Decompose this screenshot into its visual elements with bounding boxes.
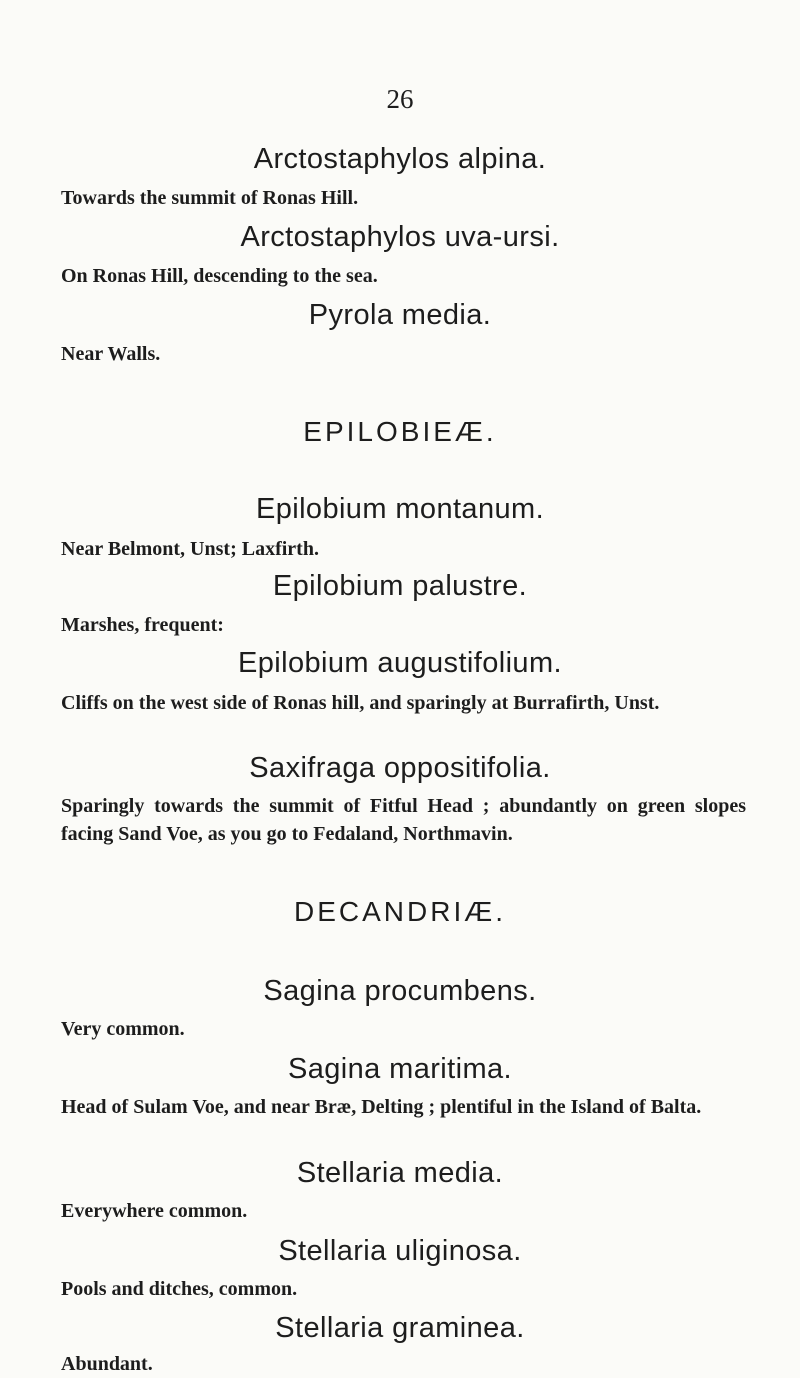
species-name: Epilobium montanum.	[255, 493, 545, 525]
species-note: Marshes, frequent:	[61, 614, 224, 636]
species-name: Sagina maritima.	[288, 1053, 512, 1085]
species-note: Abundant.	[61, 1353, 153, 1375]
species-name: Sagina procumbens.	[263, 975, 537, 1007]
species-name: Pyrola media.	[308, 299, 492, 331]
species-note: Sparingly towards the summit of Fitful Head ; abundantly on green slopes facing Sand Voe, as you go to Fedaland, Northmavin.	[61, 795, 746, 845]
species-note: On Ronas Hill, descending to the sea.	[61, 265, 378, 287]
section-heading-epilobieae: EPILOBIEÆ.	[303, 416, 497, 447]
species-name: Epilobium augustifolium.	[238, 647, 562, 679]
species-name: Stellaria media.	[296, 1157, 504, 1189]
page-number: 26	[386, 84, 414, 114]
species-name: Saxifraga oppositifolia.	[249, 752, 551, 784]
species-name: Epilobium palustre.	[272, 570, 528, 602]
species-note: Pools and ditches, common.	[61, 1278, 298, 1300]
species-name: Arctostaphylos alpina.	[253, 143, 547, 175]
species-name: Stellaria graminea.	[275, 1312, 525, 1344]
species-note: Everywhere common.	[61, 1200, 248, 1222]
species-name: Arctostaphylos uva-ursi.	[240, 221, 560, 253]
species-note: Towards the summit of Ronas Hill.	[61, 187, 359, 209]
species-note: Very common.	[61, 1018, 185, 1040]
species-note: Near Walls.	[61, 343, 161, 365]
section-heading-decandriae: DECANDRIÆ.	[293, 896, 506, 927]
species-name: Stellaria uliginosa.	[278, 1235, 522, 1267]
species-note: Near Belmont, Unst; Laxfirth.	[61, 538, 319, 560]
species-note: Cliffs on the west side of Ronas hill, and sparingly at Burrafirth, Unst.	[61, 692, 660, 714]
species-note: Head of Sulam Voe, and near Bræ, Delting ; plentiful in the Island of Balta.	[61, 1096, 702, 1118]
